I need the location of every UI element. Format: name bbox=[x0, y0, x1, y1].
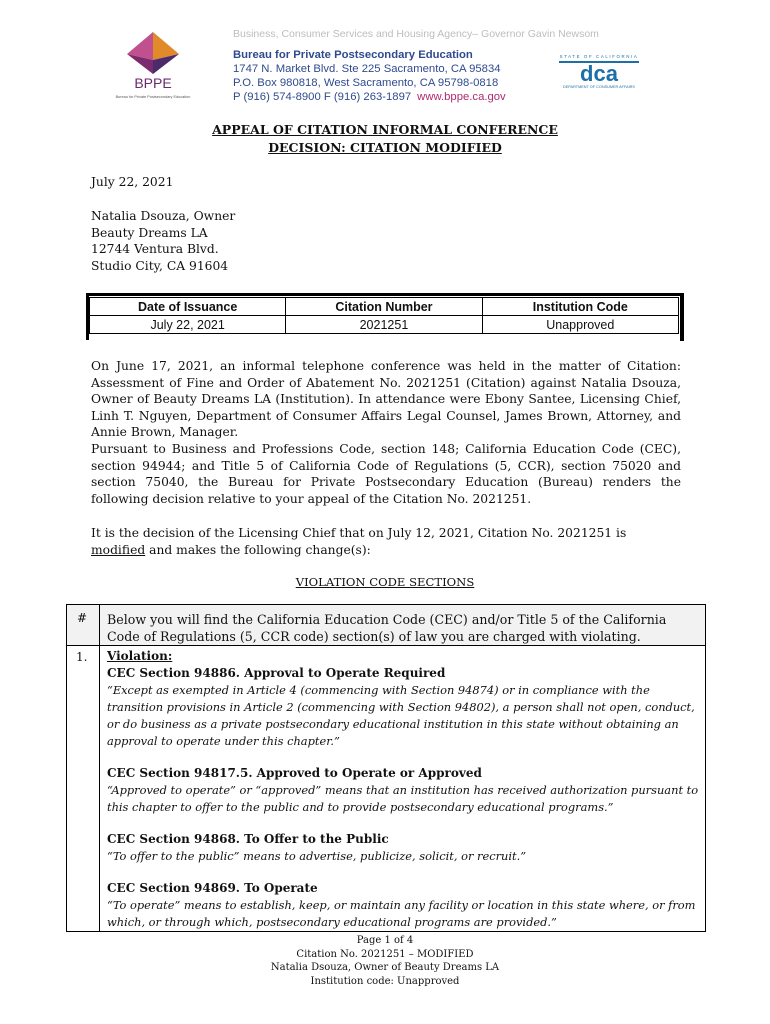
section-title-2: CEC Section 94817.5. Approved to Operate or Approved bbox=[107, 766, 482, 780]
paragraph-pursuant: Pursuant to Business and Professions Code, section 148; California Education Code (CEC), section 94944; and Title 5 of California Code of Regulations (5, CCR), section 75020 and section 75040, the Bureau for Private Postsecondary Education (Bureau) renders the following decision relative to your appeal of the Citation No. 2021251. bbox=[91, 442, 681, 506]
bppe-logo bbox=[113, 30, 193, 102]
citation-info-table bbox=[89, 297, 679, 334]
violation-section-heading: VIOLATION CODE SECTIONS bbox=[295, 575, 475, 589]
letter-date: July 22, 2021 bbox=[91, 175, 174, 189]
section-text-1: “Except as exempted in Article 4 (commencing with Section 94874) or in compliance with the transition provisions in Article 2 (commencing with Section 94802), a person shall not open, conduct, or do business as a private postsecondary educational institution in this state without obtaining an approval to operate under this chapter.” bbox=[107, 683, 695, 748]
logo-text: BPPE bbox=[134, 75, 172, 91]
page-footer bbox=[0, 934, 770, 988]
agency-line: Business, Consumer Services and Housing Agency– Governor Gavin Newsom bbox=[233, 28, 599, 40]
dca-logo bbox=[553, 52, 645, 92]
recipient-address bbox=[91, 208, 681, 274]
section-title-3: CEC Section 94868. To Offer to the Public bbox=[107, 832, 389, 846]
recipient-city: Studio City, CA 91604 bbox=[91, 258, 229, 273]
violation-table bbox=[66, 604, 706, 932]
dca-logo-text: dca bbox=[580, 61, 618, 86]
section-text-4: “To operate” means to establish, keep, or maintain any facility or location in this state where, or from which, or through which, postsecondary educational programs are provided.” bbox=[107, 898, 696, 929]
section-title-1: CEC Section 94886. Approval to Operate Required bbox=[107, 666, 446, 680]
document-title bbox=[0, 121, 770, 157]
violation-header-number: # bbox=[77, 611, 88, 625]
footer-institution-code: Institution code: Unapproved bbox=[310, 975, 460, 987]
bureau-website-link[interactable]: www.bppe.ca.gov bbox=[417, 91, 506, 103]
info-value-citation: 2021251 bbox=[286, 316, 482, 334]
decision-text-after: and makes the following change(s): bbox=[145, 542, 371, 557]
info-header-date: Date of Issuance bbox=[90, 298, 286, 316]
bureau-contact-block bbox=[233, 48, 506, 104]
info-header-row bbox=[90, 298, 679, 316]
info-value-row bbox=[90, 316, 679, 334]
section-title-4: CEC Section 94869. To Operate bbox=[107, 881, 318, 895]
logo-subtext: Bureau for Private Postsecondary Education bbox=[115, 95, 191, 99]
recipient-business: Beauty Dreams LA bbox=[91, 225, 208, 240]
info-table-shadow bbox=[680, 296, 684, 341]
info-value-institution: Unapproved bbox=[482, 316, 678, 334]
title-line-1: APPEAL OF CITATION INFORMAL CONFERENCE bbox=[212, 122, 558, 137]
bureau-address-2: P.O. Box 980818, West Sacramento, CA 95798-0818 bbox=[233, 77, 499, 89]
recipient-name: Natalia Dsouza, Owner bbox=[91, 209, 236, 223]
paragraph-decision bbox=[91, 525, 681, 558]
decision-emphasis: modified bbox=[91, 542, 146, 557]
footer-citation: Citation No. 2021251 – MODIFIED bbox=[296, 948, 474, 960]
violation-row-body bbox=[107, 648, 701, 931]
bureau-address-1: 1747 N. Market Blvd. Ste 225 Sacramento, CA 95834 bbox=[233, 63, 501, 75]
violation-row-number: 1. bbox=[76, 650, 88, 664]
paragraph-conference: On June 17, 2021, an informal telephone conference was held in the matter of Citation: Assessment of Fine and Order of Abatement No. 2021251 (Citation) against Natalia Dsouza, Owner of Beauty Dreams LA (Institution). In attendance were Ebony Santee, Licensing Chief, Linh T. Nguyen, Department of Consumer Affairs Legal Counsel, James Brown, Attorney, and Annie Brown, Manager. bbox=[91, 359, 681, 439]
violation-header-text: Below you will find the California Education Code (CEC) and/or Title 5 of the California Code of Regulations (5, CCR code) section(s) of law you are charged with violating. bbox=[107, 612, 667, 644]
title-line-2: DECISION: CITATION MODIFIED bbox=[268, 140, 502, 155]
violation-column-divider bbox=[99, 605, 100, 931]
bureau-phone-line bbox=[233, 90, 506, 104]
info-header-institution: Institution Code bbox=[482, 298, 678, 316]
decision-text-before: It is the decision of the Licensing Chief that on July 12, 2021, Citation No. 2021251 is bbox=[91, 526, 627, 540]
violation-label: Violation: bbox=[107, 649, 173, 663]
section-text-3: “To offer to the public” means to advertise, publicize, solicit, or recruit.” bbox=[107, 849, 527, 863]
dca-sub-text: DEPARTMENT OF CONSUMER AFFAIRS bbox=[563, 85, 635, 89]
recipient-street: 12744 Ventura Blvd. bbox=[91, 242, 219, 256]
info-header-citation: Citation Number bbox=[286, 298, 482, 316]
section-text-2: “Approved to operate” or “approved” means that an institution has received authorization pursuant to this chapter to offer to the public and to provide postsecondary educational programs.” bbox=[107, 783, 699, 814]
dca-state-text: STATE OF CALIFORNIA bbox=[559, 54, 639, 59]
bureau-phone-fax: P (916) 574-8900 F (916) 263-1897 bbox=[233, 91, 412, 103]
bureau-name: Bureau for Private Postsecondary Education bbox=[233, 49, 473, 61]
info-value-date: July 22, 2021 bbox=[90, 316, 286, 334]
footer-owner: Natalia Dsouza, Owner of Beauty Dreams LA bbox=[270, 962, 500, 973]
footer-page-number: Page 1 of 4 bbox=[356, 935, 414, 946]
